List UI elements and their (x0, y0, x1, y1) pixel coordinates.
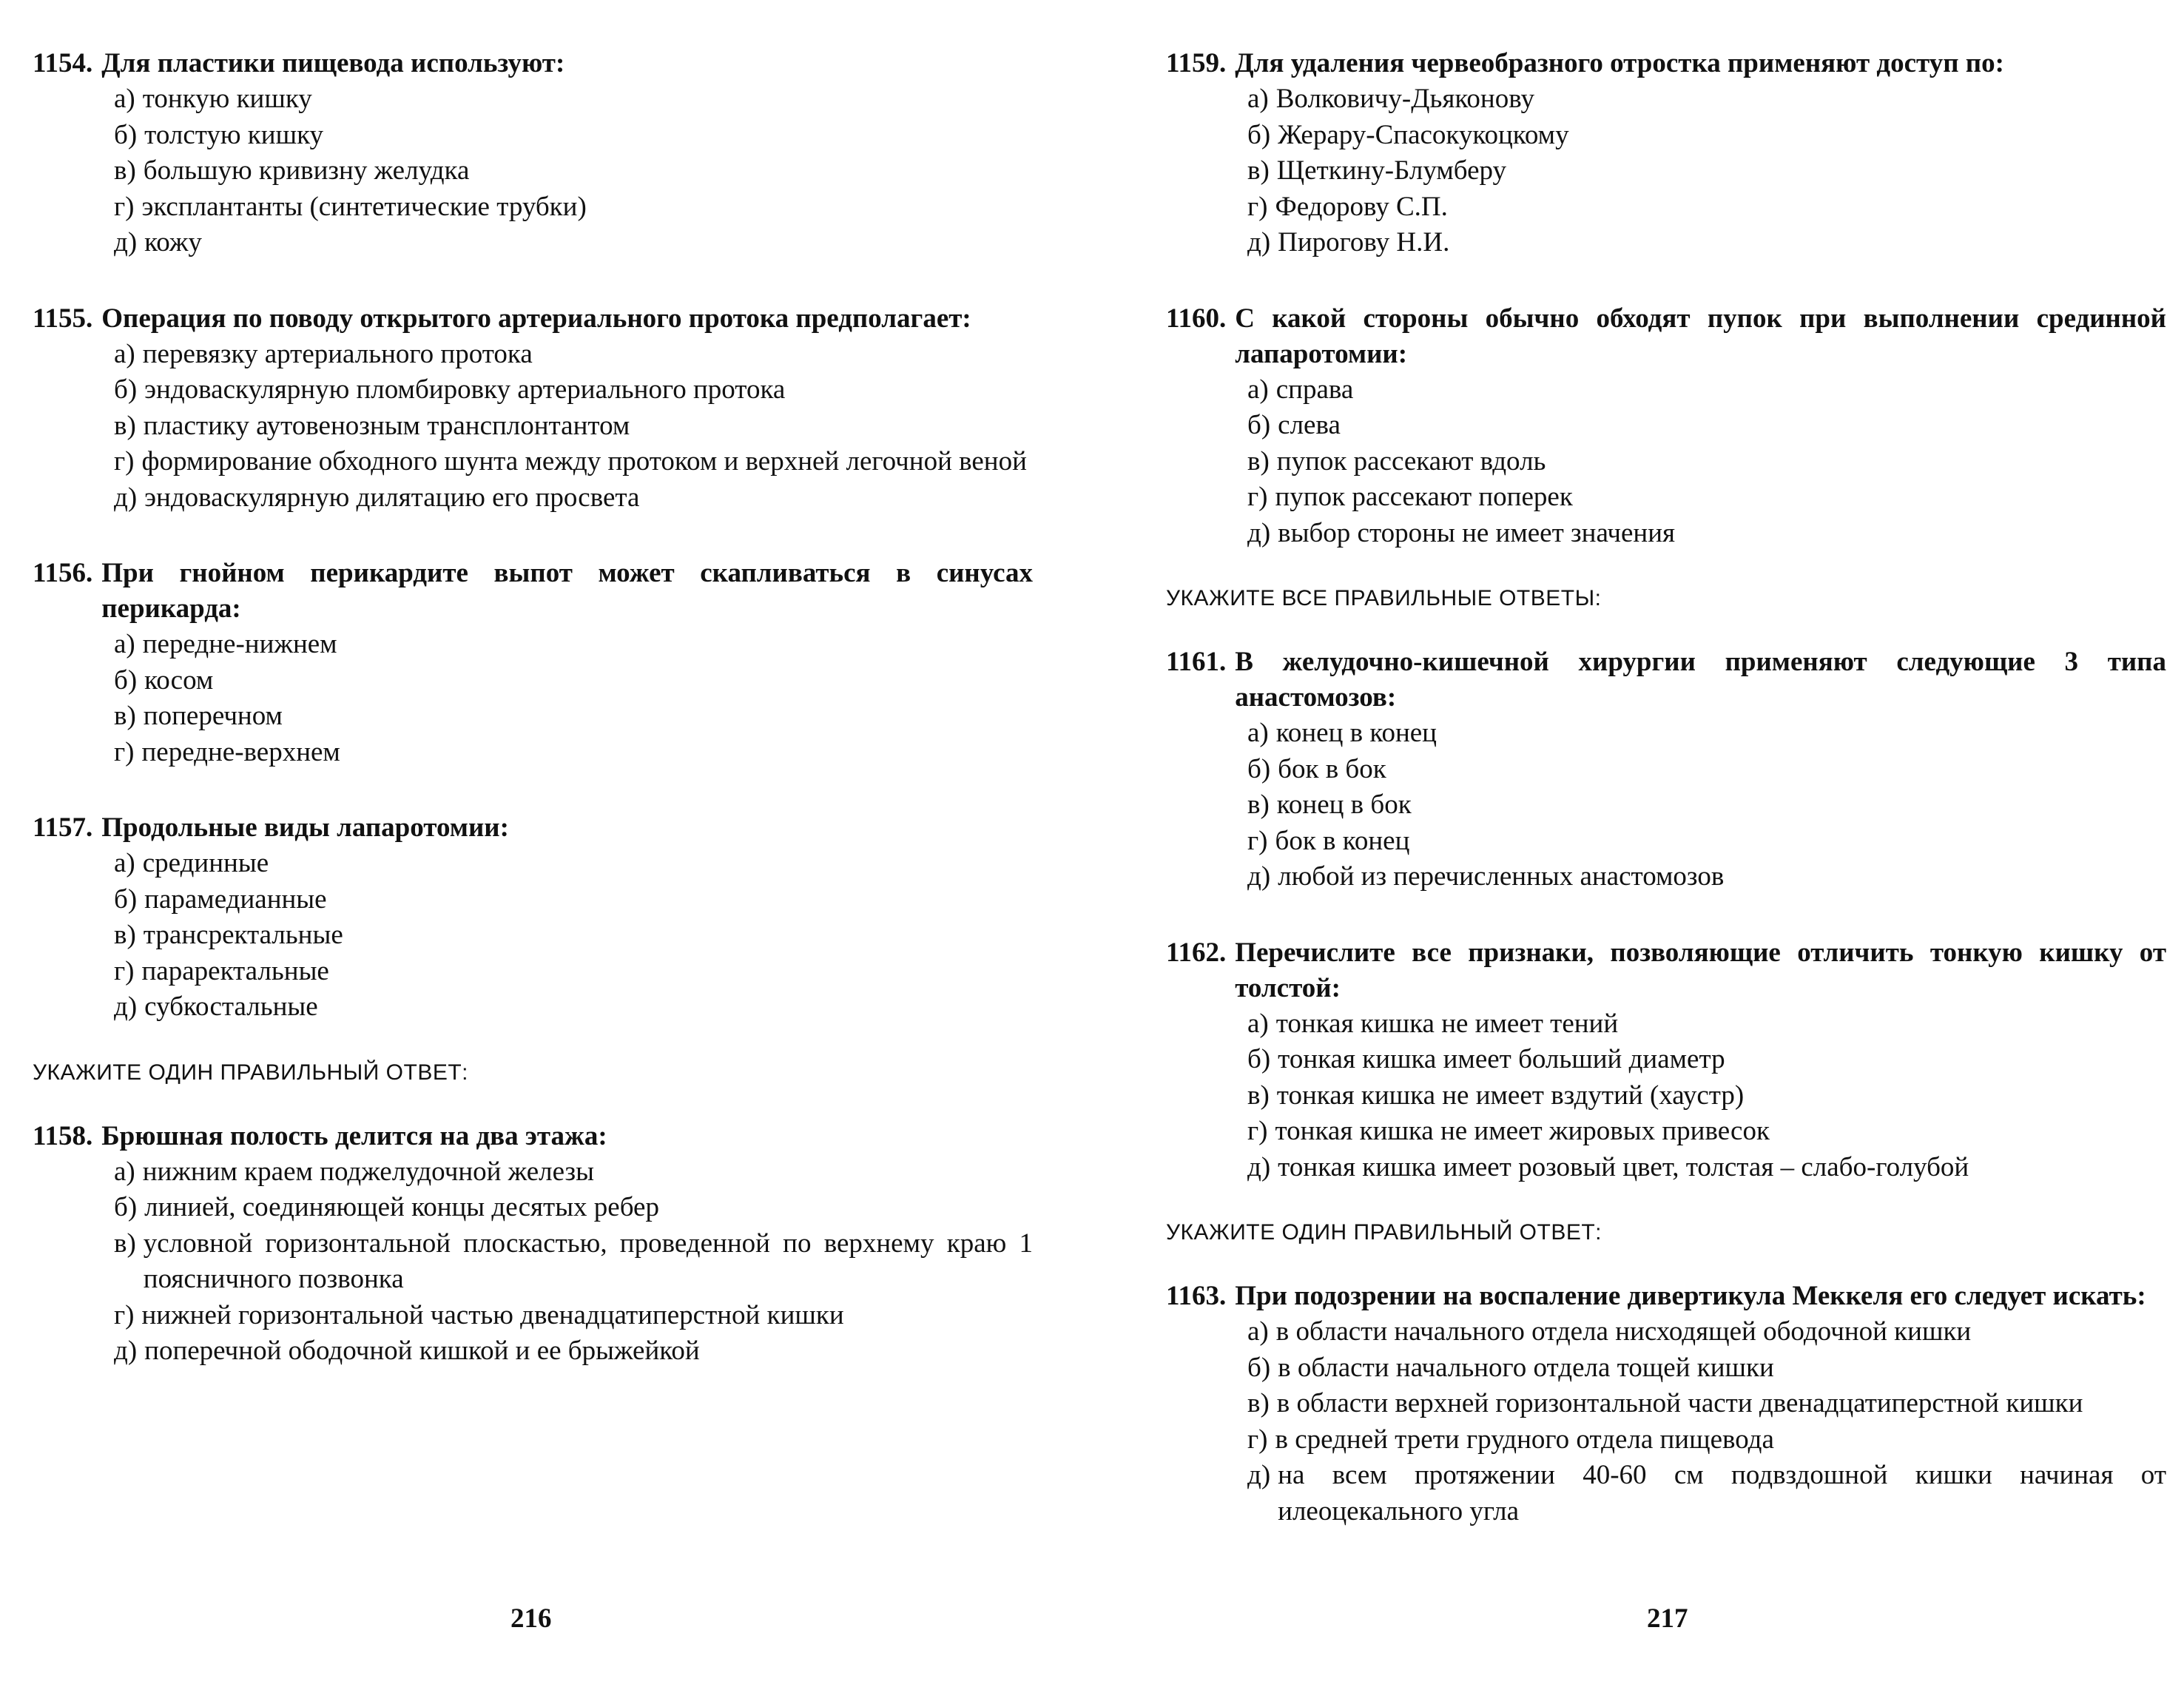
answer-option (1247, 752, 2166, 788)
question-number: 1156. (33, 558, 93, 588)
option-letter: д) (1247, 227, 1271, 257)
answer-options (114, 627, 1033, 770)
option-letter: г) (114, 446, 135, 477)
option-text: в области верхней горизонтальной части двенадцатиперстной кишки (1276, 1388, 2083, 1418)
question-block (1166, 301, 2166, 552)
question-text: Для пластики пищевода используют: (101, 48, 565, 78)
option-letter: а) (1247, 1008, 1269, 1039)
answer-option (1247, 859, 2166, 895)
option-text: передне-нижнем (142, 629, 337, 659)
question-text: Брюшная полость делится на два этажа: (101, 1120, 607, 1151)
answer-option (114, 918, 1033, 954)
question-number: 1157. (33, 812, 93, 843)
option-letter: д) (114, 992, 138, 1022)
option-letter: г) (1247, 1424, 1268, 1455)
page-number: 217 (1647, 1603, 1688, 1634)
option-letter: а) (1247, 718, 1269, 748)
option-letter: в) (1247, 155, 1270, 186)
answer-options (114, 337, 1033, 516)
answer-option (1247, 118, 2166, 154)
option-text: Федорову С.П. (1275, 191, 1448, 222)
answer-option (114, 408, 1033, 445)
option-letter: в) (1247, 1388, 1270, 1418)
option-letter: г) (1247, 482, 1268, 512)
option-letter: а) (1247, 84, 1269, 114)
right-page (1092, 0, 2184, 1690)
option-letter: б) (1247, 410, 1271, 440)
option-letter: б) (114, 1192, 138, 1222)
answer-option (1247, 1114, 2166, 1150)
option-text: эксплантанты (синтетические трубки) (141, 191, 587, 222)
answer-option (114, 882, 1033, 918)
option-letter: а) (114, 338, 135, 369)
option-letter: б) (1247, 1044, 1271, 1074)
option-text: тонкую кишку (142, 84, 312, 114)
right-page-content (1166, 46, 2166, 1529)
option-text: бок в конец (1275, 825, 1410, 856)
answer-options (114, 81, 1033, 261)
question-block (1166, 644, 2166, 895)
question-heading (33, 1119, 1033, 1154)
answer-option (114, 444, 1033, 480)
answer-option (1247, 1042, 2166, 1078)
answer-option (1247, 1386, 2166, 1422)
option-letter: г) (1247, 1116, 1268, 1146)
answer-option (1247, 1458, 2166, 1529)
option-letter: г) (1247, 191, 1268, 222)
answer-option (1247, 1350, 2166, 1387)
answer-option (1247, 81, 2166, 118)
option-text: пупок рассекают вдоль (1276, 445, 1546, 477)
answer-option (114, 846, 1033, 882)
left-page-content (33, 46, 1033, 1370)
instruction-text: УКАЖИТЕ ВСЕ ПРАВИЛЬНЫЕ ОТВЕТЫ: (1166, 586, 1602, 610)
question-heading (1166, 1279, 2166, 1314)
option-text: пупок рассекают поперек (1275, 482, 1573, 512)
option-text: конец в конец (1275, 718, 1437, 748)
question-block (1166, 46, 2166, 261)
option-text: поперечной ободочной кишкой и ее брыжейкой (144, 1336, 700, 1366)
option-text: трансректальные (143, 920, 343, 950)
option-letter: г) (1247, 825, 1268, 856)
answer-option (1247, 479, 2166, 516)
option-text: на всем протяжении 40-60 см подвздошной кишки начиная от илеоцекального угла (1278, 1460, 2166, 1526)
question-text: Перечислите все признаки, позволяющие отличить тонкую кишку от толстой: (1235, 937, 2166, 1003)
option-text: выбор стороны не имеет значения (1278, 517, 1676, 548)
answer-option (1247, 372, 2166, 408)
answer-options (1247, 1314, 2166, 1529)
option-letter: б) (114, 374, 138, 405)
option-text: тонкая кишка не имеет тений (1275, 1008, 1619, 1039)
option-letter: г) (114, 955, 135, 986)
option-text: Щеткину-Блумберу (1276, 155, 1507, 186)
option-text: кожу (144, 227, 202, 257)
option-letter: в) (114, 701, 136, 731)
option-text: условной горизонтальной плоскастью, проведенной по верхнему краю 1 поясничного позвонка (143, 1228, 1033, 1294)
answer-option (114, 372, 1033, 408)
option-letter: б) (114, 119, 138, 150)
answer-option (114, 337, 1033, 373)
question-heading (1166, 301, 2166, 372)
option-text: тонкая кишка имеет больший диаметр (1278, 1044, 1725, 1074)
question-text: При гнойном перикардите выпот может скапливаться в синусах перикарда: (101, 558, 1033, 624)
answer-options (114, 1154, 1033, 1370)
question-number: 1160. (1166, 303, 1227, 334)
option-letter: а) (1247, 1316, 1269, 1347)
question-text: Для удаления червеобразного отростка применяют доступ по: (1235, 48, 2004, 78)
question-block (33, 46, 1033, 261)
option-text: поперечном (143, 701, 283, 731)
option-letter: а) (114, 1156, 135, 1187)
answer-options (1247, 372, 2166, 552)
answer-option (114, 1154, 1033, 1191)
question-heading (33, 556, 1033, 627)
answer-option (114, 118, 1033, 154)
answer-option (1247, 787, 2166, 824)
option-letter: в) (1247, 445, 1270, 477)
answer-option (1247, 824, 2166, 860)
answer-option (1247, 189, 2166, 226)
option-text: Пирогову Н.И. (1278, 227, 1450, 257)
question-text: С какой стороны обычно обходят пупок при выполнении срединной лапаротомии: (1235, 303, 2166, 369)
answer-option (1247, 716, 2166, 752)
option-letter: б) (1247, 1352, 1271, 1383)
question-number: 1158. (33, 1120, 93, 1151)
answer-option (1247, 1006, 2166, 1043)
option-letter: д) (1247, 1460, 1271, 1490)
option-letter: д) (1247, 517, 1271, 548)
option-letter: б) (114, 883, 138, 915)
answer-option (114, 735, 1033, 771)
option-text: в средней трети грудного отдела пищевода (1275, 1424, 1774, 1455)
option-text: бок в бок (1278, 753, 1386, 784)
answer-option (1247, 516, 2166, 552)
question-text: В желудочно-кишечной хирургии применяют следующие 3 типа анастомозов: (1235, 647, 2166, 713)
question-text: Операция по поводу открытого артериального протока предполагает: (101, 303, 971, 334)
instruction-text: УКАЖИТЕ ОДИН ПРАВИЛЬНЫЙ ОТВЕТ: (1166, 1220, 1602, 1245)
question-text: При подозрении на воспаление дивертикула Меккеля его следует искать: (1235, 1281, 2146, 1311)
option-text: толстую кишку (144, 119, 324, 150)
answer-option (114, 81, 1033, 118)
option-text: линией, соединяющей концы десятых ребер (144, 1192, 659, 1222)
answer-option (114, 1298, 1033, 1334)
option-letter: а) (114, 84, 135, 114)
question-block (1166, 1279, 2166, 1529)
option-letter: г) (114, 191, 135, 222)
option-text: в области начального отдела тощей кишки (1278, 1352, 1774, 1383)
answer-option (114, 989, 1033, 1026)
option-text: эндоваскулярную пломбировку артериального протока (144, 374, 786, 405)
answer-options (114, 846, 1033, 1026)
answer-option (114, 627, 1033, 663)
option-letter: д) (114, 482, 138, 513)
question-heading (33, 810, 1033, 846)
answer-options (1247, 81, 2166, 261)
question-block (33, 1119, 1033, 1370)
option-text: пластику аутовенозным трансплонтантом (143, 410, 630, 441)
question-block (33, 810, 1033, 1026)
option-text: эндоваскулярную дилятацию его просвета (144, 482, 640, 513)
answer-option (114, 189, 1033, 226)
option-letter: а) (114, 629, 135, 659)
question-block (1166, 935, 2166, 1186)
option-letter: д) (114, 1336, 138, 1366)
option-text: в области начального отдела нисходящей ободочной кишки (1275, 1316, 1972, 1347)
option-letter: б) (114, 664, 138, 696)
option-text: большую кривизну желудка (143, 155, 470, 186)
option-letter: в) (114, 410, 136, 441)
answer-option (114, 225, 1033, 261)
answer-option (114, 663, 1033, 699)
answer-option (114, 1226, 1033, 1298)
option-letter: а) (1247, 374, 1269, 405)
option-text: Волковичу-Дьяконову (1275, 84, 1534, 114)
question-number: 1155. (33, 303, 93, 334)
answer-option (1247, 444, 2166, 480)
option-text: формирование обходного шунта между протоком и верхней легочной веной (141, 446, 1027, 477)
answer-options (1247, 716, 2166, 895)
option-text: нижним краем поджелудочной железы (142, 1156, 594, 1187)
option-text: парамедианные (144, 883, 327, 915)
option-letter: г) (114, 1299, 135, 1330)
question-heading (1166, 46, 2166, 81)
question-block (33, 301, 1033, 516)
option-text: параректальные (141, 955, 329, 986)
option-text: Жерару-Спасокукоцкому (1278, 119, 1569, 150)
question-number: 1154. (33, 48, 93, 78)
option-text: субкостальные (144, 992, 318, 1022)
option-letter: в) (114, 920, 136, 950)
option-letter: в) (114, 1228, 136, 1259)
question-text: Продольные виды лапаротомии: (101, 812, 509, 843)
answer-option (1247, 1078, 2166, 1114)
option-text: срединные (142, 848, 269, 878)
question-heading (33, 46, 1033, 81)
option-text: передне-верхнем (141, 736, 340, 767)
option-letter: а) (114, 848, 135, 878)
option-letter: д) (1247, 861, 1271, 892)
option-letter: г) (114, 736, 135, 767)
question-heading (33, 301, 1033, 337)
answer-option (114, 698, 1033, 735)
option-letter: д) (114, 227, 138, 257)
question-number: 1163. (1166, 1281, 1227, 1311)
instruction-text: УКАЖИТЕ ОДИН ПРАВИЛЬНЫЙ ОТВЕТ: (33, 1060, 469, 1085)
option-text: слева (1278, 410, 1341, 440)
option-text: справа (1275, 374, 1354, 405)
option-text: тонкая кишка не имеет вздутий (хаустр) (1276, 1080, 1745, 1111)
question-heading (1166, 644, 2166, 716)
option-letter: б) (1247, 119, 1271, 150)
option-letter: в) (114, 155, 136, 186)
question-number: 1161. (1166, 647, 1227, 677)
answer-option (1247, 225, 2166, 261)
answer-option (1247, 1150, 2166, 1186)
answer-options (1247, 1006, 2166, 1186)
option-letter: д) (1247, 1151, 1271, 1182)
answer-option (1247, 1314, 2166, 1350)
option-text: тонкая кишка имеет розовый цвет, толстая – слабо-голубой (1278, 1151, 1969, 1182)
answer-option (114, 954, 1033, 990)
option-letter: в) (1247, 1080, 1270, 1111)
option-text: конец в бок (1276, 790, 1412, 820)
option-letter: в) (1247, 790, 1270, 820)
answer-option (1247, 153, 2166, 189)
question-heading (1166, 935, 2166, 1006)
question-number: 1162. (1166, 937, 1227, 968)
answer-option (114, 480, 1033, 516)
answer-option (114, 153, 1033, 189)
option-text: нижней горизонтальной частью двенадцатиперстной кишки (141, 1299, 844, 1330)
question-number: 1159. (1166, 48, 1227, 78)
answer-option (114, 1333, 1033, 1370)
option-letter: б) (1247, 753, 1271, 784)
answer-option (1247, 408, 2166, 444)
answer-option (114, 1190, 1033, 1226)
question-block (33, 556, 1033, 770)
answer-option (1247, 1422, 2166, 1458)
option-text: перевязку артериального протока (142, 338, 533, 369)
option-text: косом (144, 664, 214, 696)
option-text: любой из перечисленных анастомозов (1278, 861, 1725, 892)
option-text: тонкая кишка не имеет жировых привесок (1275, 1116, 1770, 1146)
page-number: 216 (510, 1603, 552, 1634)
